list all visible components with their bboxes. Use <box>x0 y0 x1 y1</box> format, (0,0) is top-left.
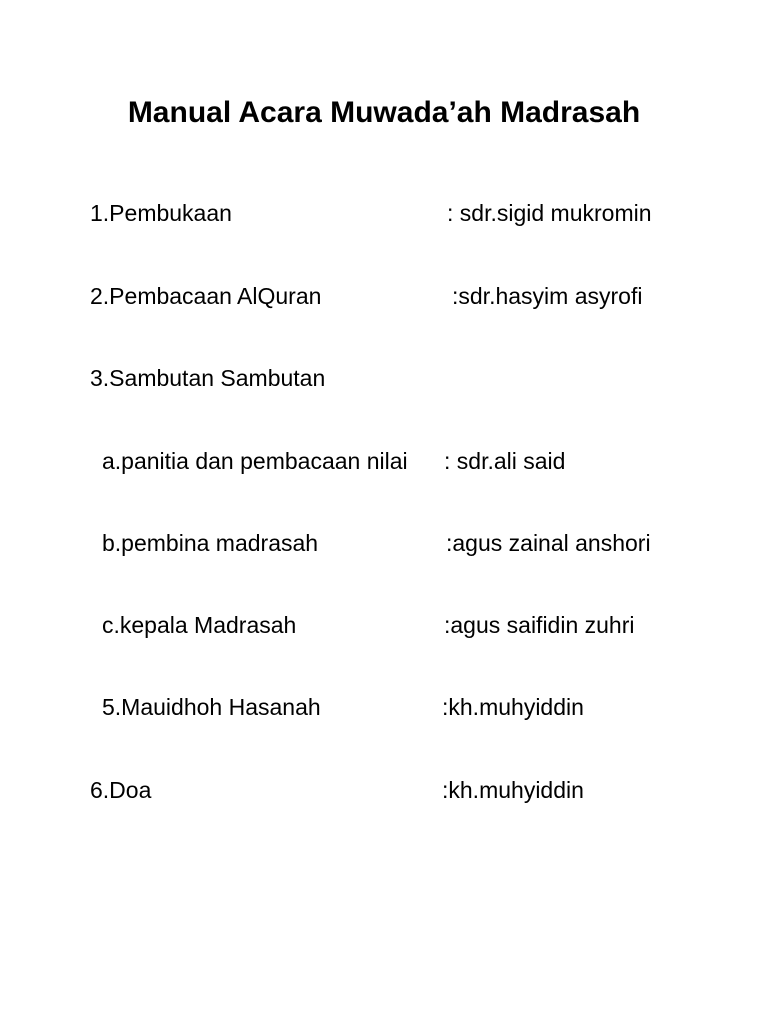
item-value: :agus saifidin zuhri <box>444 612 635 638</box>
item-value: : sdr.ali said <box>444 448 566 474</box>
item-label: a.panitia dan pembacaan nilai <box>102 448 408 474</box>
item-label: 2.Pembacaan AlQuran <box>90 283 322 309</box>
item-value: :sdr.hasyim asyrofi <box>452 283 643 309</box>
item-label: c.kepala Madrasah <box>102 612 297 638</box>
item-value: :kh.muhyiddin <box>442 777 584 803</box>
document-title: Manual Acara Muwada’ah Madrasah <box>127 96 641 129</box>
item-label: b.pembina madrasah <box>102 530 319 556</box>
item-value: : sdr.sigid mukromin <box>447 200 652 226</box>
item-label: 6.Doa <box>90 777 152 803</box>
item-label: 5.Mauidhoh Hasanah <box>102 694 321 720</box>
item-value: :agus zainal anshori <box>446 530 651 556</box>
item-value: :kh.muhyiddin <box>442 694 584 720</box>
item-label: 3.Sambutan Sambutan <box>90 365 326 391</box>
item-label: 1.Pembukaan <box>90 200 232 226</box>
